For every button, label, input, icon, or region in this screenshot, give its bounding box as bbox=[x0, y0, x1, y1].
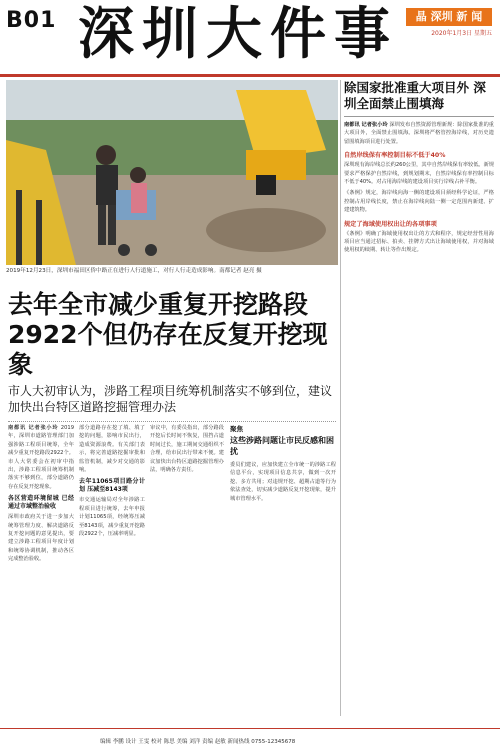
page-footer bbox=[0, 728, 500, 750]
side-headline: 除国家批准重大项目外 深圳全面禁止围填海 bbox=[344, 80, 486, 111]
side-byline: 南都讯 记者张小玲 bbox=[344, 122, 388, 128]
news-photo bbox=[6, 80, 338, 265]
side-subhead-2: 规定了海域使用权出让的各项事项 bbox=[344, 220, 437, 228]
edition-date: 2020年1月3日 星期五 bbox=[431, 30, 492, 37]
article-column-3 bbox=[150, 424, 224, 476]
article-column-2 bbox=[79, 424, 145, 540]
side-paragraph-2: 《条例》规定，海岸线向海一侧的建设项目须经科学论证，严格控制占用岸线长度，禁止在海岸线向陆一侧一定范围内新建、扩建建筑物。 bbox=[344, 190, 494, 214]
footer-credits: 编辑 李鹏 设计 王雯 校对 陈思 美编 刘洋 责编 赵敏 新闻热线 0755-12345678 bbox=[100, 739, 296, 745]
column-divider bbox=[340, 80, 341, 716]
side-rule bbox=[344, 116, 494, 117]
column-4-text: 委员们建议，应加快建立全市统一的涉路工程信息平台，实现项目信息共享，做到一次开挖、多方共用；对违规开挖、超期占道等行为依法查处，切实减少道路反复开挖现象，提升城市管理水平。 bbox=[230, 462, 336, 502]
masthead-rule bbox=[0, 74, 500, 77]
commentary-title: 这些涉路问题让市民反感和困扰 bbox=[230, 436, 334, 456]
column-2-subhead: 去年11065项目路分计划 压减至8143项 bbox=[79, 478, 145, 494]
commentary-block bbox=[230, 424, 336, 503]
dotted-rule bbox=[8, 421, 336, 422]
column-2-text: 部分道路存在挖了填、填了挖的问题，影响市民出行，造成资源浪费。有关部门表示，将完善道路挖掘审批和监管机制，减少对交通的影响。 bbox=[79, 425, 145, 474]
photo-caption: 2019年12月23日，深圳市福田区侨中路正在进行人行道施工，对行人行走造成影响。南都记者 赵亮 摄 bbox=[6, 268, 262, 274]
column-2-text-b: 市交通运输局对全年涉路工程项目进行统筹，去年申报计划11065项，经统筹压减至8143项，减少重复开挖路段2922个，压减率明显。 bbox=[79, 497, 145, 538]
side-subhead-1: 自然岸线保有率控制目标不低于40% bbox=[344, 152, 446, 160]
main-byline: 南都讯 记者张小玲 bbox=[8, 425, 59, 431]
main-headline: 去年全市减少重复开挖路段2922个但仍存在反复开挖现象 bbox=[8, 290, 328, 379]
photo-illustration bbox=[6, 80, 338, 265]
side-article bbox=[344, 80, 494, 255]
main-subheadline: 市人大初审认为，涉路工程项目统筹机制落实不够到位，建议加快出台特区道路挖掘管理办法 bbox=[8, 384, 333, 414]
brand-logo: 晶 深圳 新 闻 bbox=[406, 8, 492, 26]
side-intro bbox=[344, 121, 494, 146]
column-1-text-b: 深圳市政府关于进一步加大统筹管理力度、解决道路反复开挖问题的意见提出，要建立涉路工程项目年度计划和统筹协调机制，推动各区完成整治验收。 bbox=[8, 514, 74, 563]
column-1-text: 2019年，深圳市道路管理部门加强涉路工程项目统筹，全年减少重复开挖路段2922个。市人大常委会在初审中指出，涉路工程项目统筹机制落实不够到位，部分道路仍存在反复开挖现象。 bbox=[8, 425, 74, 490]
side-paragraph-1: 深圳现有海岸线总长约260公里，其中自然岸线保有率较低。新规要求严格保护自然岸线，到规划期末，自然岸线保有率控制目标不低于40%。对占用海岸线的建设项目实行岸线占补平衡。 bbox=[344, 162, 494, 186]
masthead bbox=[0, 0, 500, 78]
commentary-kicker: 聚焦 bbox=[230, 425, 243, 433]
column-1-subhead: 各区营造环境留城 已经通过市域整治验收 bbox=[8, 495, 74, 511]
article-column-1 bbox=[8, 424, 74, 566]
side-paragraph-3: 《条例》明确了海域使用权出让的方式和程序，规定经营性用海项目应当通过招标、拍卖、挂牌方式出让海域使用权，并对海域使用权的续期、转让等作出规定。 bbox=[344, 230, 494, 254]
side-intro-text: 深圳发布自然资源管理新规：除国家批准的重大项目外，全面禁止围填海。深圳将严格管控海岸线，对历史遗留围填海项目进行处置。 bbox=[344, 122, 494, 145]
page-code: B01 bbox=[6, 8, 57, 33]
page-title: 深圳大件事 bbox=[78, 2, 398, 67]
column-3-text: 审议中，有委员指出，部分路段开挖后长时间不恢复，围挡占道时间过长，施工期间交通组织不合理，给市民出行带来不便。建议加快出台特区道路挖掘管理办法，明确各方责任。 bbox=[150, 425, 224, 474]
